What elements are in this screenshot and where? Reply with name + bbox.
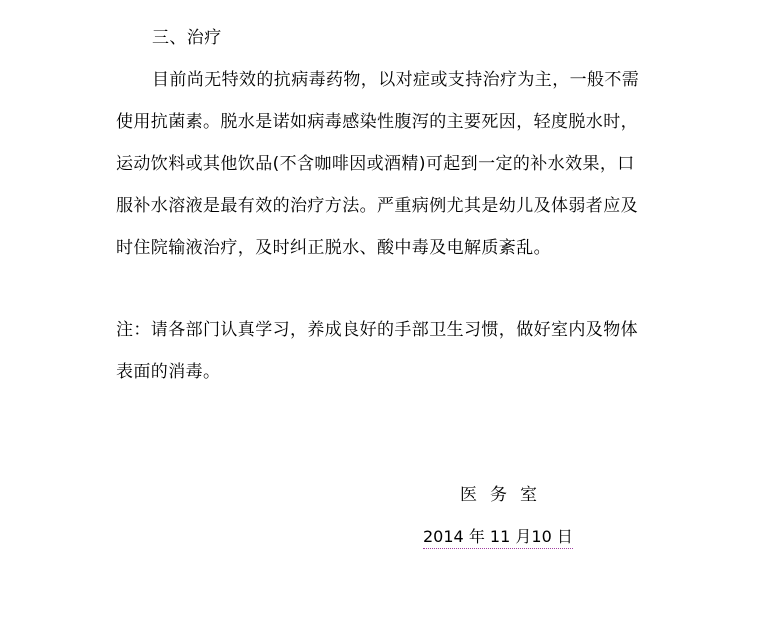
date-month: 11 (489, 527, 511, 546)
date-day-unit: 日 (556, 527, 573, 546)
date-year: 2014 (423, 527, 464, 546)
paragraph-line-5: 时住院输液治疗，及时纠正脱水、酸中毒及电解质紊乱。 (116, 238, 551, 258)
note-line-1: 注：请各部门认真学习，养成良好的手部卫生习惯，做好室内及物体 (116, 320, 638, 340)
paragraph-line-4: 服补水溶液是最有效的治疗方法。严重病例尤其是幼儿及体弱者应及 (116, 196, 638, 216)
paragraph-line-3: 运动饮料或其他饮品(不含咖啡因或酒精)可起到一定的补水效果，口 (116, 154, 635, 174)
signature-date (423, 526, 573, 549)
paragraph-line-1: 目前尚无特效的抗病毒药物，以对症或支持治疗为主，一般不需 (152, 70, 640, 90)
note-line-2: 表面的消毒。 (116, 362, 221, 382)
paragraph-line-2: 使用抗菌素。脱水是诺如病毒感染性腹泻的主要死因，轻度脱水时， (116, 112, 638, 132)
section-heading: 三、治疗 (152, 28, 222, 48)
date-year-unit: 年 (468, 527, 485, 546)
date-month-unit: 月 (515, 527, 532, 546)
signature-department: 医务室 (460, 485, 550, 505)
date-day: 10 (531, 527, 552, 546)
